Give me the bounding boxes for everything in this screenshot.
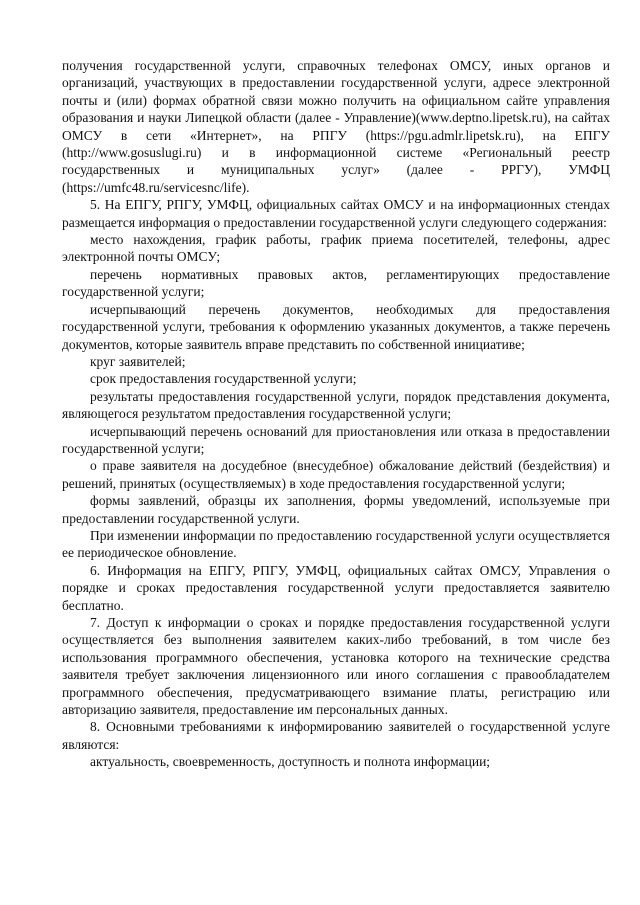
- paragraph-item-6: 6. Информация на ЕПГУ, РПГУ, УМФЦ, официальных сайтах ОМСУ, Управления о порядке и сроках предоставления государственной услуги предоставляется заявителю бесплатно.: [62, 562, 610, 613]
- paragraph-item-8: 8. Основными требованиями к информированию заявителей о государственной услуге являются:: [62, 719, 610, 752]
- paragraph-location-info: место нахождения, график работы, график приема посетителей, телефоны, адрес электронной почты ОМСУ;: [62, 232, 610, 265]
- paragraph-requirements: актуальность, своевременность, доступность и полнота информации;: [90, 754, 491, 770]
- paragraph-applicants: круг заявителей;: [90, 353, 186, 369]
- document-body: [62, 57, 610, 771]
- paragraph-service-results: результаты предоставления государственной услуги, порядок представления документа, являющегося результатом предоставления государственной услуги;: [62, 388, 610, 422]
- paragraph-documents-list: исчерпывающий перечень документов, необходимых для предоставления государственной услуги, требования к оформлению указанных документов, а также перечень документов, которые заявитель вправе представить по собственной инициативе;: [62, 301, 610, 352]
- paragraph-item-5: 5. На ЕПГУ, РПГУ, УМФЦ, официальных сайтах ОМСУ и на информационных стендах размещается информация о предоставлении государственной услуги следующего содержания:: [62, 197, 610, 230]
- paragraph-legal-acts: перечень нормативных правовых актов, регламентирующих предоставление государственной услуги;: [62, 266, 610, 300]
- paragraph-refusal-grounds: исчерпывающий перечень оснований для приостановления или отказа в предоставлении государственной услуги;: [62, 423, 610, 456]
- paragraph-service-term: срок предоставления государственной услуги;: [90, 371, 357, 387]
- paragraph-updates: При изменении информации по предоставлению государственной услуги осуществляется ее периодическое обновление.: [62, 527, 610, 561]
- paragraph-item-7: 7. Доступ к информации о сроках и порядке предоставления государственной услуги осуществляется без выполнения заявителем каких-либо требований, в том числе без использования программного обеспечения, установка которого на технические средства заявителя требует заключения лицензионного или иного соглашения с правообладателем программного обеспечения, предусматривающего взимание платы, регистрацию или авторизацию заявителя, предоставление им персональных данных.: [62, 615, 610, 718]
- paragraph-continuation: получения государственной услуги, справочных телефонах ОМСУ, иных органов и организаций, участвующих в предоставлении государственной услуги, адресе электронной почты и (или) формах обратной связи можно получить на официальном сайте управления образования и науки Липецкой области (далее - Управление)(www.deptno.lipetsk.ru), на сайтах ОМСУ в сети «Интернет», на РПГУ (https://pgu.admlr.lipetsk.ru), на ЕПГУ (http://www.gosuslugi.ru) и в информационной системе «Региональный реестр государственных и муниципальных услуг» (далее - РРГУ), УМФЦ (https://umfc48.ru/servicesnc/life).: [62, 58, 610, 195]
- paragraph-forms: формы заявлений, образцы их заполнения, формы уведомлений, используемые при предоставлении государственной услуги.: [62, 493, 610, 526]
- paragraph-appeal-right: о праве заявителя на досудебное (внесудебное) обжалование действий (бездействия) и решений, принятых (осуществляемых) в ходе предоставления государственной услуги;: [62, 458, 610, 491]
